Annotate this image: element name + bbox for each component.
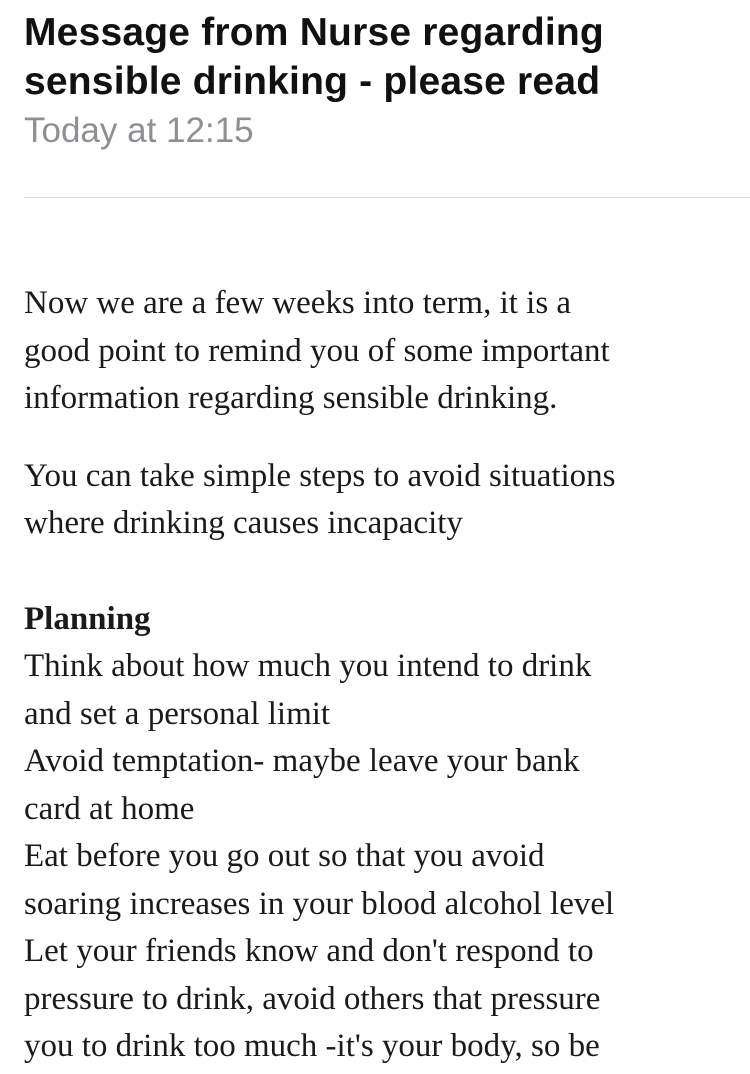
body-line: information regarding sensible drinking. (24, 380, 558, 416)
email-header (0, 0, 750, 152)
body-line: Now we are a few weeks into term, it is a (24, 285, 572, 321)
planning-line: Think about how much you intend to drink (24, 648, 592, 684)
planning-line: pressure to drink, avoid others that pressure (24, 980, 601, 1017)
body-paragraph-intro (24, 280, 730, 423)
section-heading-planning: Planning (24, 600, 151, 637)
subject-line: sensible drinking - please read (24, 60, 601, 103)
subject-line: Message from Nurse regarding (24, 11, 604, 54)
email-body (24, 280, 730, 1071)
planning-section (24, 596, 730, 1071)
planning-line: soaring increases in your blood alcohol level (24, 885, 615, 922)
planning-line: Eat before you go out so that you avoid (24, 838, 545, 874)
body-line: good point to remind you of some important (24, 332, 610, 369)
planning-line: you to drink too much -it's your body, so be (24, 1028, 600, 1064)
planning-line: and set a personal limit (24, 695, 331, 732)
body-paragraph-steps (24, 453, 730, 548)
email-subject (24, 8, 726, 106)
body-line: where drinking causes incapacity (24, 505, 463, 541)
planning-line: Let your friends know and don't respond to (24, 933, 594, 969)
email-timestamp: Today at 12:15 (24, 111, 254, 150)
header-divider (24, 197, 750, 198)
planning-line: Avoid temptation- maybe leave your bank (24, 743, 580, 779)
planning-line: card at home (24, 790, 195, 827)
body-line: You can take simple steps to avoid situations (24, 457, 616, 494)
